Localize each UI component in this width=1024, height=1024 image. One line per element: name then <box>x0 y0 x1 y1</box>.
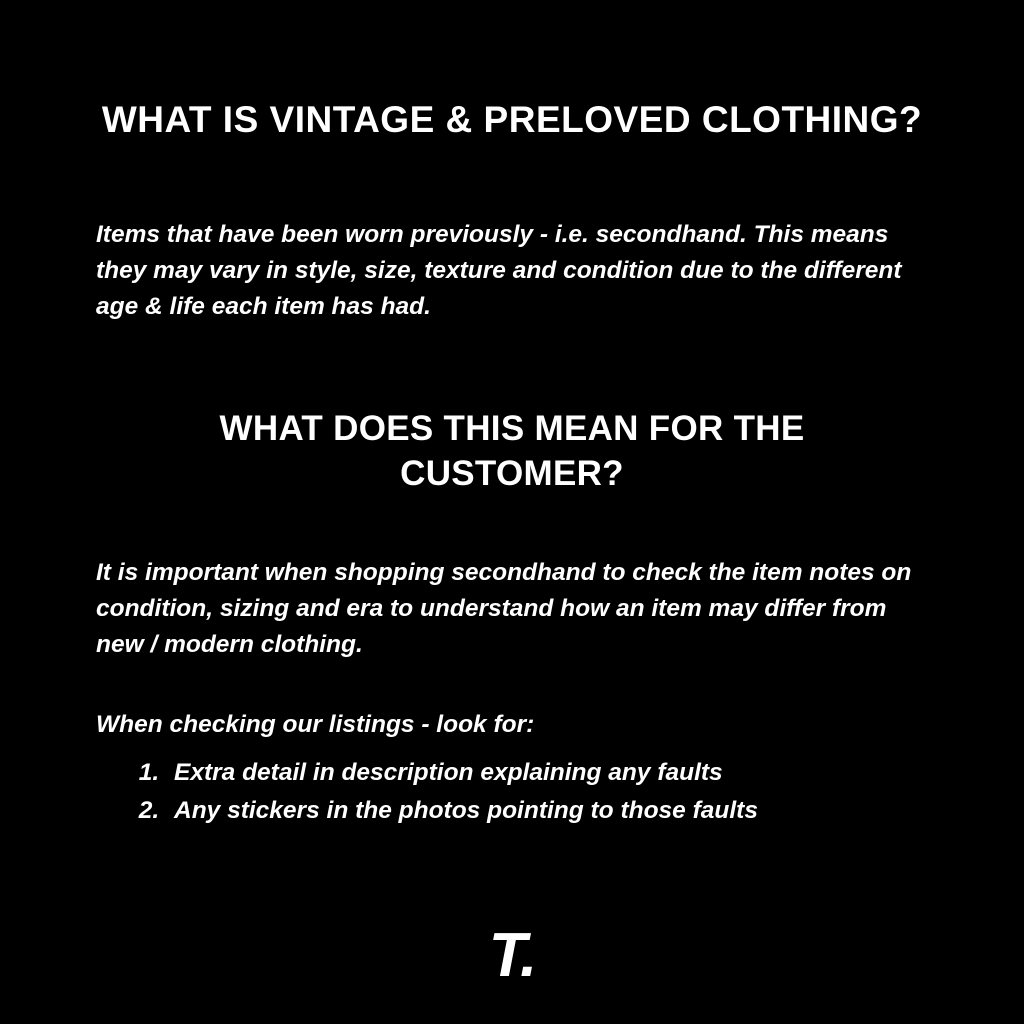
section-heading-customer: WHAT DOES THIS MEAN FOR THE CUSTOMER? <box>219 409 805 493</box>
brand-logo: T. <box>488 921 536 990</box>
intro-paragraph: Items that have been worn previously - i.e. secondhand. This means they may vary in style, size, texture and condition due to the different age & life each item has had. <box>96 220 902 320</box>
list-item: 1. Extra detail in description explaining any faults <box>166 754 1006 792</box>
page-title: WHAT IS VINTAGE & PRELOVED CLOTHING? <box>101 98 923 140</box>
customer-paragraph: It is important when shopping secondhand to check the item notes on condition, sizing and era to understand how an item may differ from new / modern clothing. <box>96 558 912 658</box>
checklist <box>118 754 1006 830</box>
checklist-intro-text: When checking our listings - look for: <box>96 710 535 738</box>
list-item: 2. Any stickers in the photos pointing to those faults <box>166 792 1006 830</box>
